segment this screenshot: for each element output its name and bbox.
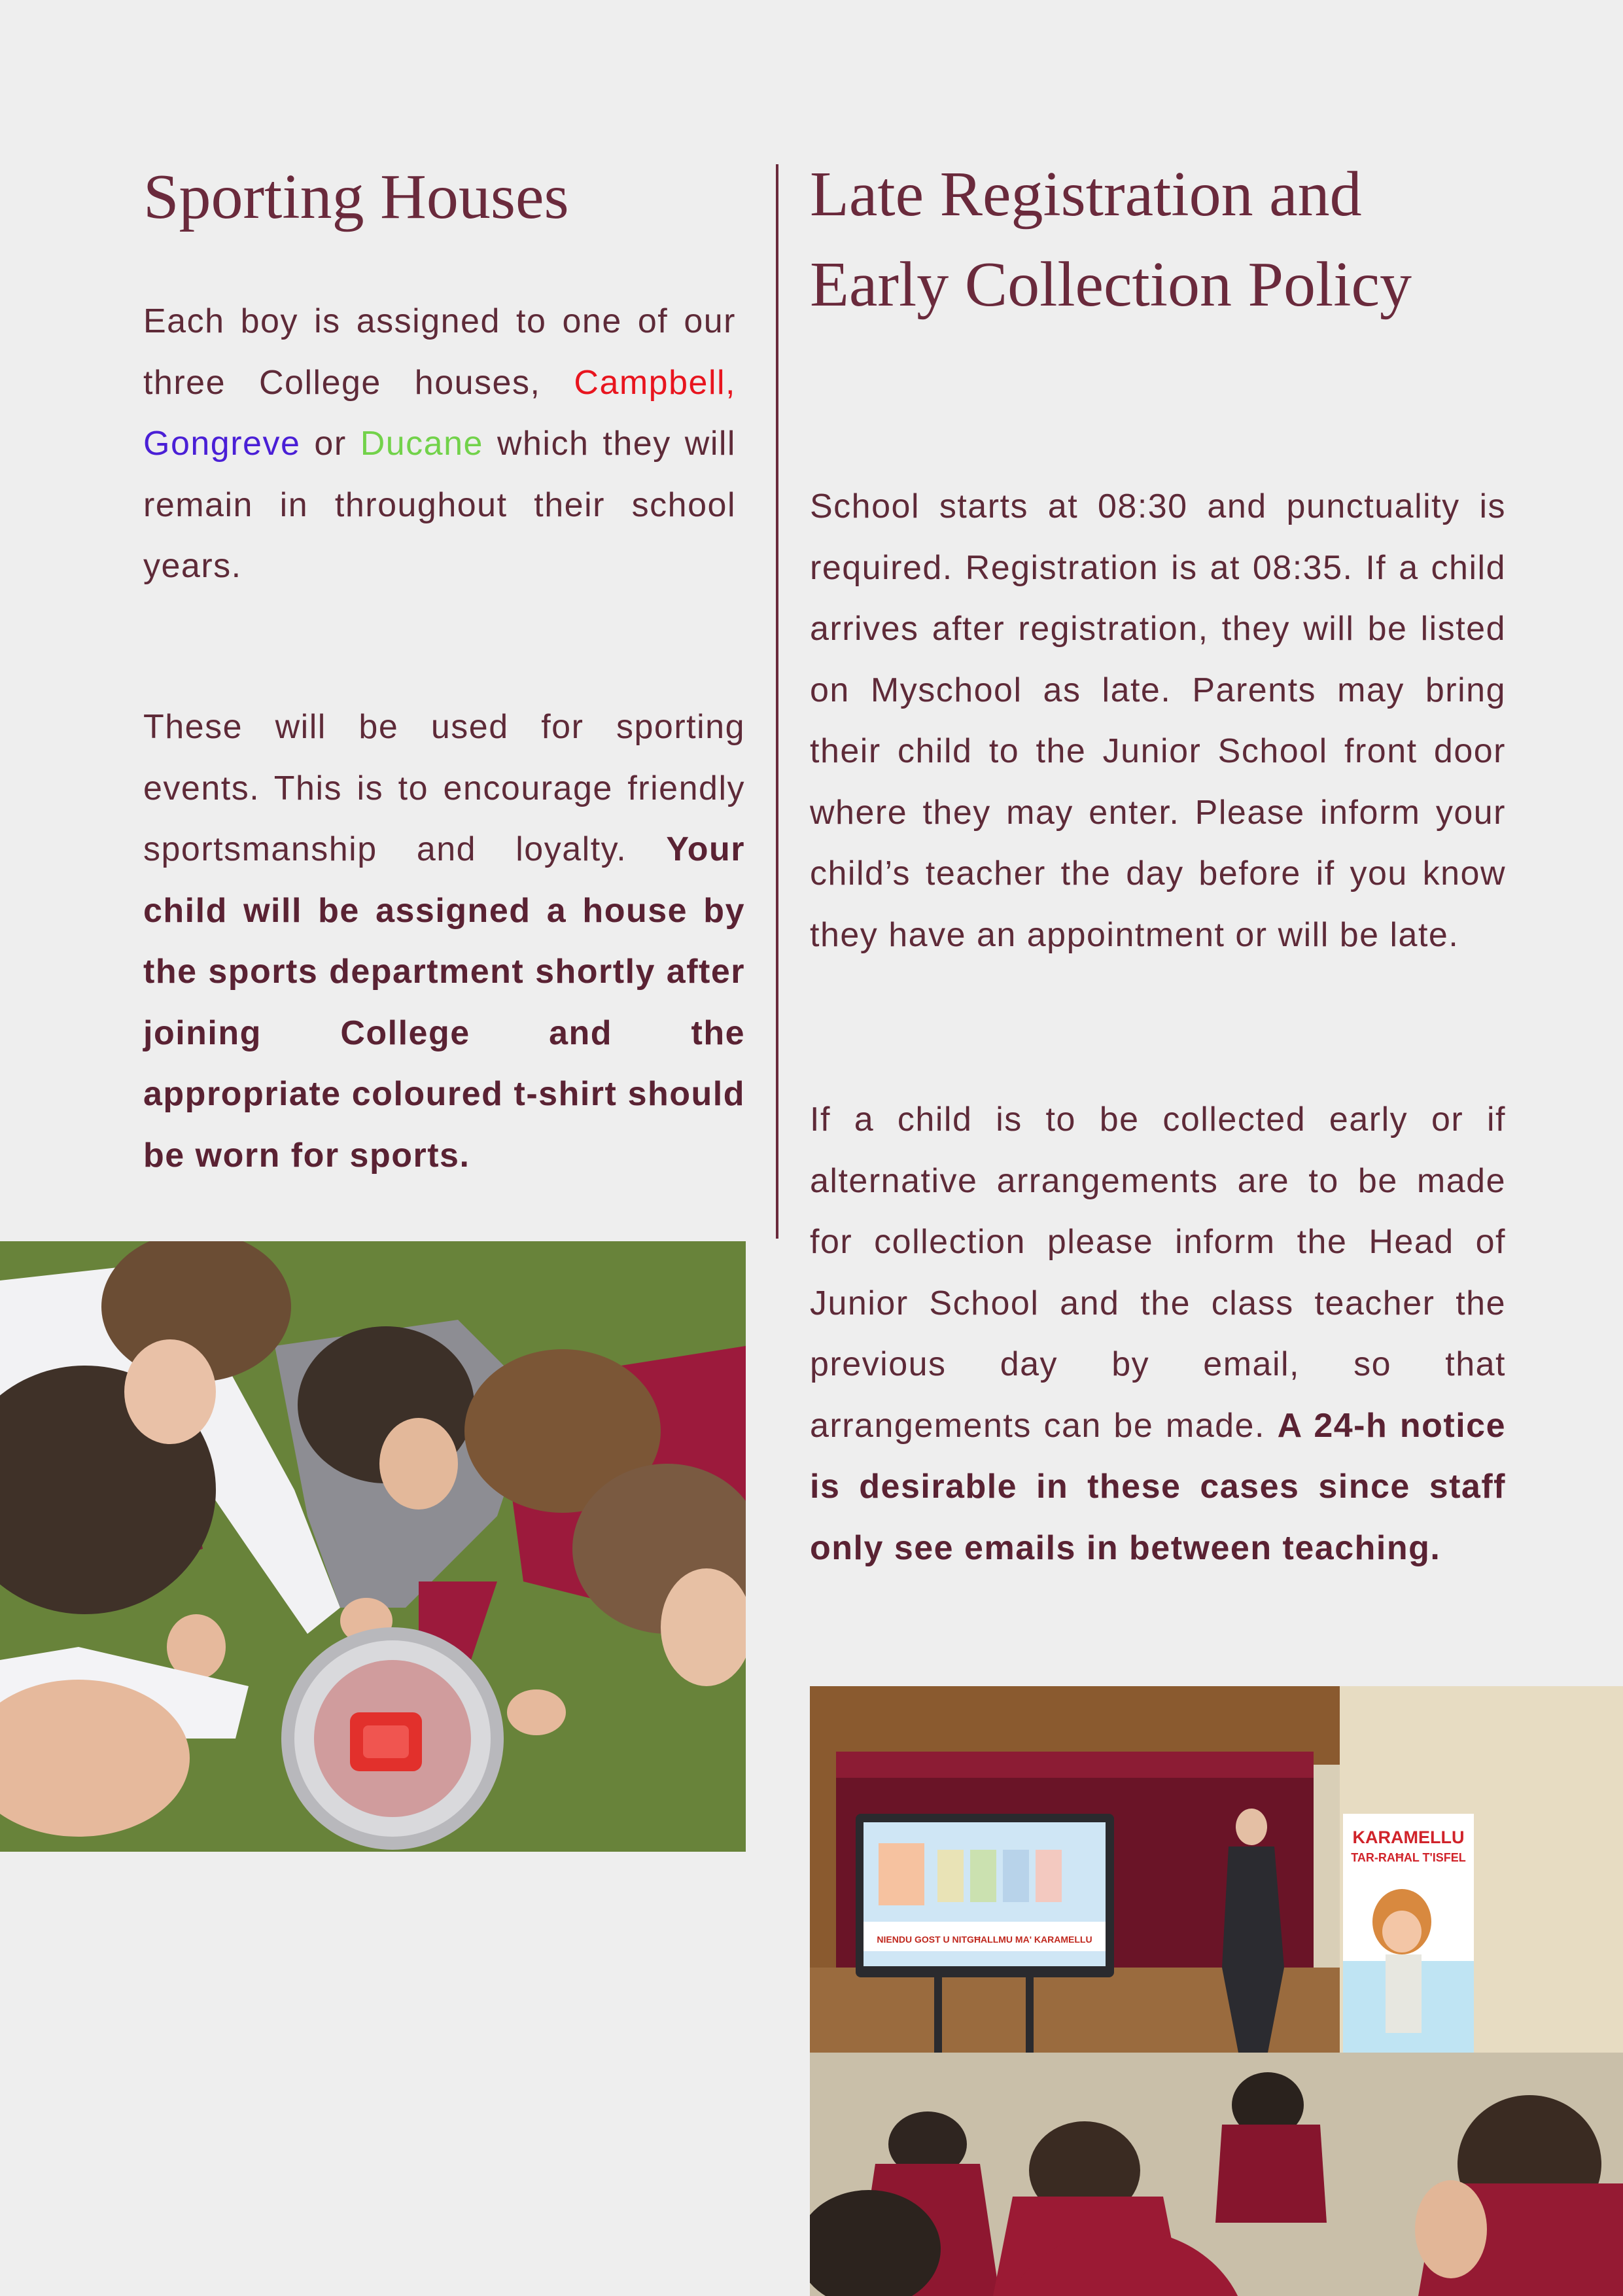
boys-on-grass-photo [0, 1241, 746, 1852]
house-gongreve: Gongreve [143, 425, 301, 463]
house-campbell: Campbell, [574, 363, 736, 402]
sporting-events-paragraph [143, 697, 745, 1186]
late-registration-heading: Late Registration and Early Collection Policy [810, 159, 1412, 320]
house-ducane: Ducane [360, 425, 483, 463]
houses-intro-text: Each boy is assigned to one of our three College houses, [143, 302, 736, 402]
early-collection-text: If a child is to be collected early or if alternative arrangements are to be made for collection please inform the Head of Junior School and the class teacher the previous day by email, so that arrangements can be made. [810, 1101, 1506, 1445]
notice-bold-text: A 24-h notice is desirable in these cases since staff only see emails in between teaching. [810, 1406, 1506, 1567]
house-assignment-bold-text: Your child will be assigned a house by the sports department shortly after joining College and the appropriate coloured t-shirt should be worn for sports. [143, 830, 745, 1174]
or-text: or [300, 425, 360, 463]
banner-subtitle: TAR-RAĦAL T'ISFEL [1351, 1851, 1466, 1864]
sporting-events-text: These will be used for sporting events. This is to encourage friendly sportsmanship and loyalty. [143, 708, 745, 868]
screen-caption: NIENDU GOST U NITGĦALLMU MA' KARAMELLU [877, 1934, 1092, 1945]
sporting-houses-heading: Sporting Houses [143, 162, 569, 232]
early-collection-paragraph [810, 1089, 1506, 1579]
banner-title: KARAMELLU [1352, 1828, 1465, 1847]
school-hall-assembly-photo [810, 1686, 1623, 2296]
registration-paragraph: School starts at 08:30 and punctuality is required. Registration is at 08:35. If a child arrives after registration, they will be listed on Myschool as late. Parents may bring their child to the Junior School front door where they may enter. Please inform your child’s teacher the day before if you know they have an appointment or will be late. [810, 487, 1506, 954]
houses-paragraph [143, 291, 736, 597]
houses-outro-text: which they will remain in throughout their school years. [143, 425, 736, 585]
column-divider [776, 164, 778, 1239]
